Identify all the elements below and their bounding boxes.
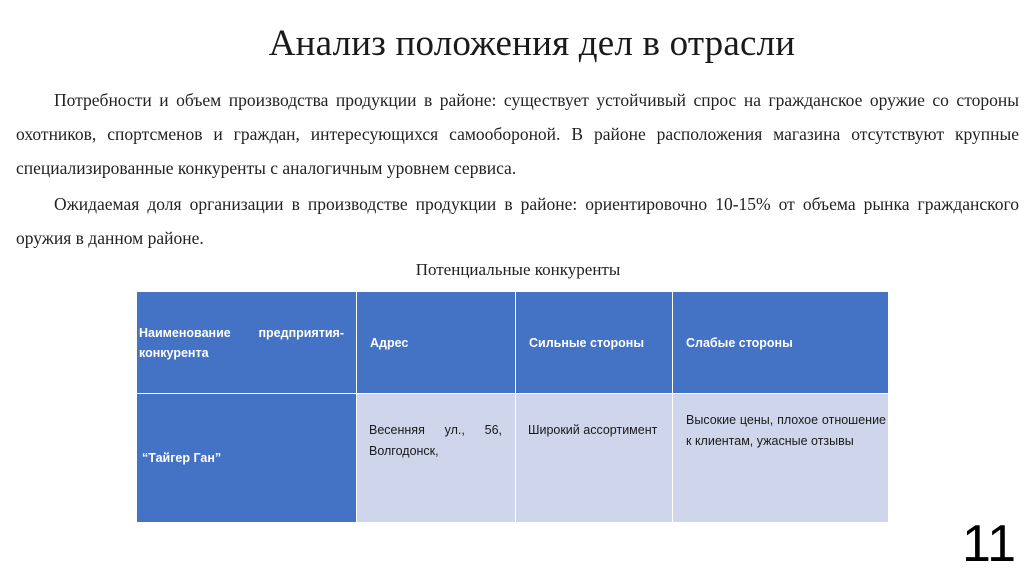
paragraph-demand: Потребности и объем производства продукции в районе: существует устойчивый спрос на гражданское оружие со стороны охотников, спортсменов и граждан, интересующихся самообороной. В районе расположения магазина отсутствуют крупные специализированные конкуренты с аналогичным уровнем сервиса. [16, 90, 1019, 178]
header-weaknesses: Слабые стороны [673, 292, 889, 394]
cell-strengths: Широкий ассортимент [516, 394, 673, 523]
header-competitor-name: Наименование предприятия-конкурента [137, 292, 357, 394]
table-row [137, 394, 889, 523]
header-strengths: Сильные стороны [516, 292, 673, 394]
slide-number: 11 [962, 515, 1016, 573]
table-header-row [137, 292, 889, 394]
cell-competitor-name: “Тайгер Ган” [137, 394, 357, 523]
header-address: Адрес [357, 292, 516, 394]
paragraph-market-share: Ожидаемая доля организации в производстве продукции в районе: ориентировочно 10-15% от объема рынка гражданского оружия в данном районе. [16, 194, 1019, 248]
slide-title: Анализ положения дел в отрасли [268, 23, 796, 64]
table-caption: Потенциальные конкуренты [415, 260, 621, 279]
cell-address: Весенняя ул., 56, Волгодонск, [357, 394, 516, 523]
cell-weaknesses: Высокие цены, плохое отношение к клиентам, ужасные отзывы [673, 394, 889, 523]
competitors-table [136, 291, 889, 523]
